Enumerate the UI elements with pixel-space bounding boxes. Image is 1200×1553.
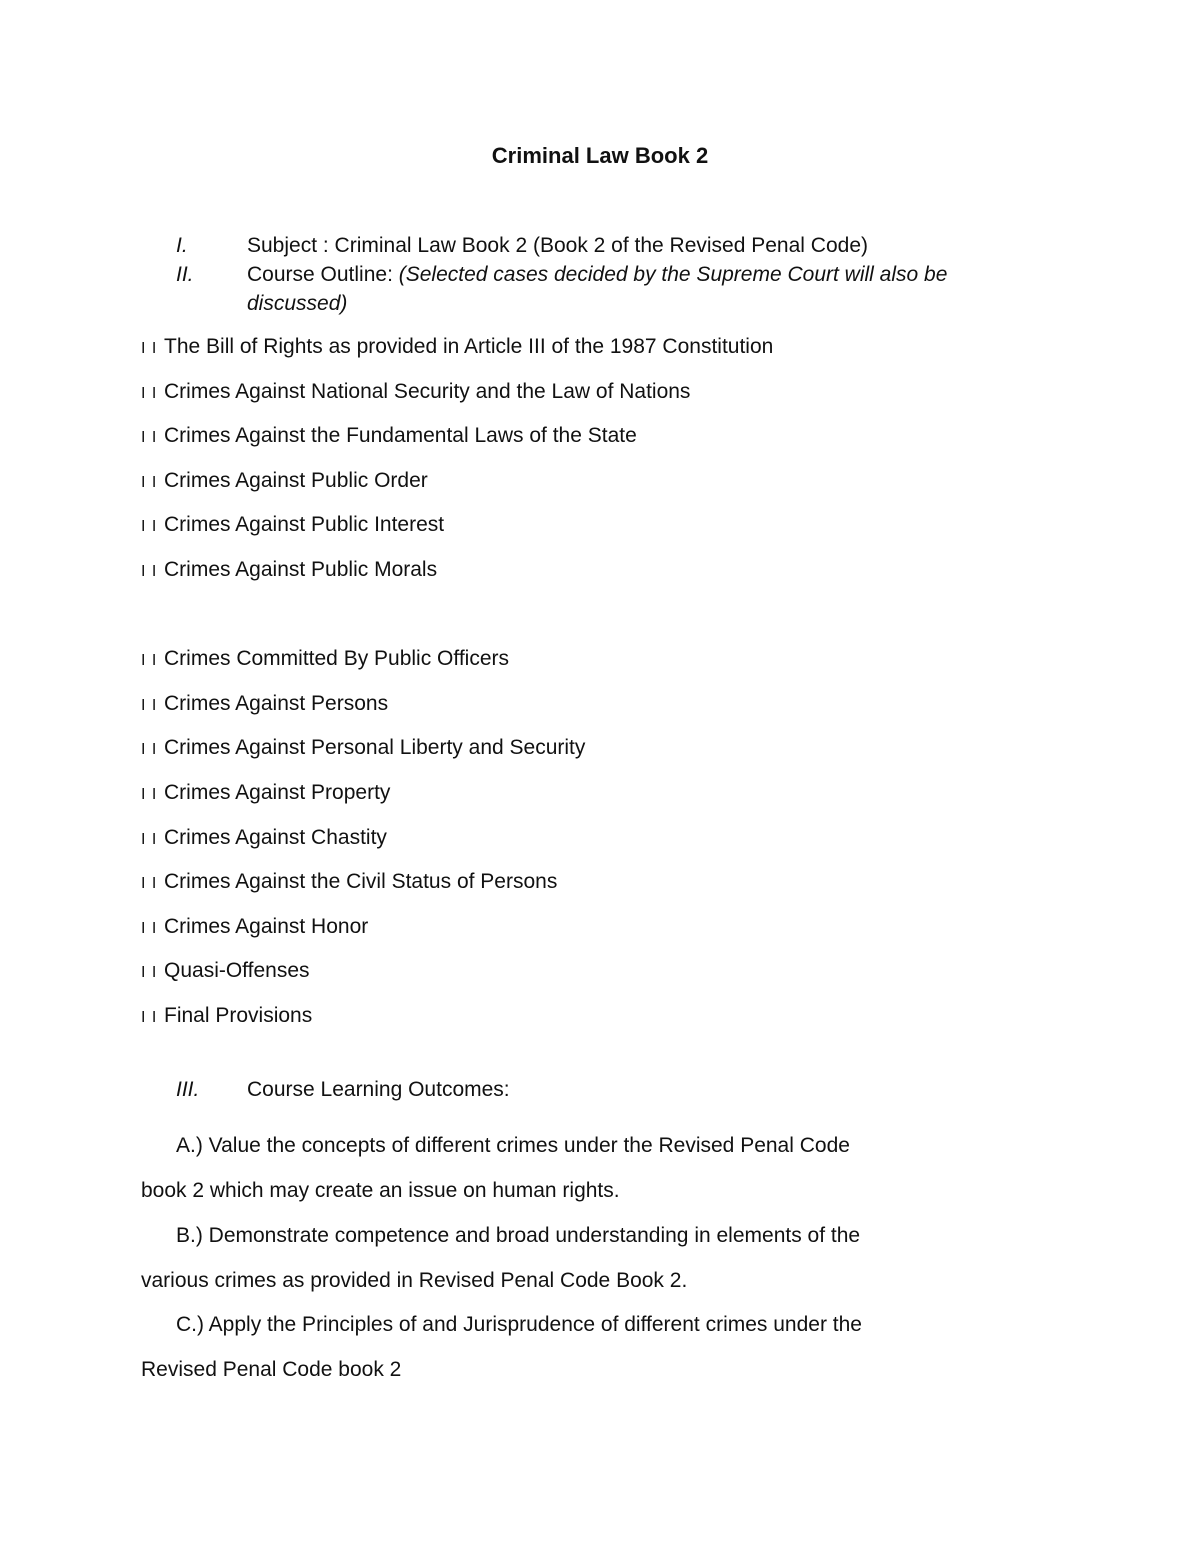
list-item-text: Crimes Against Chastity [164, 826, 387, 849]
bullet-icon: I I [141, 385, 158, 402]
list-item-text: Final Provisions [164, 1004, 313, 1027]
section-subject-text: Subject : Criminal Law Book 2 (Book 2 of the Revised Penal Code) [247, 234, 868, 257]
list-item [141, 645, 509, 675]
bullet-icon: I I [141, 831, 158, 848]
list-item-text: Crimes Against Property [164, 781, 391, 804]
list-item-text: Crimes Against National Security and the Law of Nations [164, 380, 691, 403]
list-item-text: Crimes Against the Civil Status of Persons [164, 870, 558, 893]
list-item-text: Crimes Against Persons [164, 692, 389, 715]
course-outline-label: Course Outline: [247, 263, 399, 286]
bullet-icon: I I [141, 920, 158, 937]
section-learning-outcomes-text: Course Learning Outcomes: [247, 1078, 510, 1101]
section-numeral: I. [176, 234, 188, 257]
list-item [141, 913, 368, 943]
section-course-outline [0, 260, 1200, 320]
section-subject [0, 231, 1200, 261]
list-item-text: Crimes Against the Fundamental Laws of the State [164, 424, 637, 447]
bullet-icon: I I [141, 474, 158, 491]
bullet-icon: I I [141, 429, 158, 446]
outcome-line: B.) Demonstrate competence and broad understanding in elements of the [176, 1224, 861, 1247]
outcome-item [141, 1213, 971, 1303]
list-item [141, 422, 637, 452]
list-item [141, 957, 310, 987]
bullet-icon: I I [141, 786, 158, 803]
section-course-outline-text [247, 260, 1047, 318]
list-item [141, 779, 390, 809]
outcome-item [141, 1123, 971, 1213]
section-numeral: II. [176, 263, 194, 286]
outcome-item [141, 1302, 971, 1392]
bullet-icon: I I [141, 697, 158, 714]
list-item [141, 378, 690, 408]
list-item-text: Crimes Against Public Morals [164, 558, 438, 581]
outcome-line: Revised Penal Code book 2 [141, 1358, 402, 1381]
list-item [141, 824, 387, 854]
list-item-text: Crimes Against Personal Liberty and Security [164, 736, 586, 759]
list-item-text: Crimes Against Public Interest [164, 513, 445, 536]
outcome-line: book 2 which may create an issue on human rights. [141, 1179, 620, 1202]
list-item [141, 734, 585, 764]
list-item [141, 690, 388, 720]
list-item [141, 511, 444, 541]
bullet-icon: I I [141, 652, 158, 669]
outcome-line: A.) Value the concepts of different crimes under the Revised Penal Code [176, 1134, 850, 1157]
list-item [141, 333, 773, 363]
list-item [141, 556, 437, 586]
list-item-text: Crimes Against Honor [164, 915, 369, 938]
list-item-text: Crimes Committed By Public Officers [164, 647, 510, 670]
list-item-text: The Bill of Rights as provided in Article III of the 1987 Constitution [164, 335, 774, 358]
section-numeral: III. [176, 1078, 200, 1101]
document-title: Criminal Law Book 2 [491, 143, 709, 168]
list-item-text: Quasi-Offenses [164, 959, 310, 982]
outcome-line: C.) Apply the Principles of and Jurisprudence of different crimes under the [176, 1313, 862, 1336]
bullet-icon: I I [141, 875, 158, 892]
bullet-icon: I I [141, 340, 158, 357]
section-learning-outcomes [0, 1075, 1200, 1105]
bullet-icon: I I [141, 964, 158, 981]
outcome-line: various crimes as provided in Revised Penal Code Book 2. [141, 1269, 688, 1292]
bullet-icon: I I [141, 563, 158, 580]
bullet-icon: I I [141, 741, 158, 758]
list-item [141, 1002, 312, 1032]
list-item [141, 868, 557, 898]
bullet-icon: I I [141, 518, 158, 535]
bullet-icon: I I [141, 1009, 158, 1026]
course-outline-note: (Selected cases decided by the Supreme Court will also be discussed) [247, 263, 948, 315]
list-item [141, 467, 428, 497]
list-item-text: Crimes Against Public Order [164, 469, 428, 492]
